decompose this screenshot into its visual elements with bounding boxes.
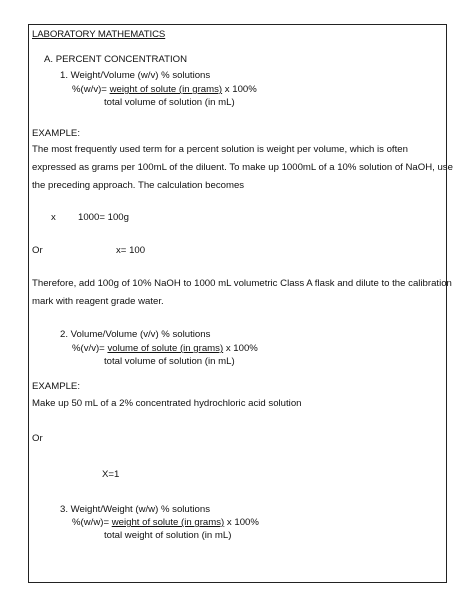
item3-formula (72, 517, 259, 529)
item3-formula-denominator: total weight of solution (in mL) (104, 530, 232, 541)
calc2-result: x= 100 (116, 245, 146, 256)
item1-formula-suffix: x 100% (222, 84, 257, 95)
example1-label: EXAMPLE: (32, 128, 80, 139)
item2-formula-suffix: x 100% (223, 343, 258, 354)
item1-formula-numerator: weight of solute (in grams) (109, 84, 223, 95)
example1-line-1: The most frequently used term for a percent solution is weight per volume, which is often (32, 144, 408, 155)
example1-line-3: the preceding approach. The calculation becomes (32, 180, 245, 191)
item1-formula-prefix: %(w/v)= (72, 84, 110, 95)
item3-formula-numerator: weight of solute (in grams) (111, 517, 225, 528)
example2-line: Make up 50 mL of a 2% concentrated hydrochloric acid solution (32, 398, 302, 409)
item3-heading: 3. Weight/Weight (w/w) % solutions (60, 504, 211, 515)
example2-label: EXAMPLE: (32, 381, 80, 392)
therefore-line-1: Therefore, add 100g of 10% NaOH to 1000 mL volumetric Class A flask and dilute to the calibration (32, 278, 452, 289)
example1-line-2: expressed as grams per 100mL of the diluent. To make up 1000mL of a 10% solution of NaOH, use (32, 162, 453, 173)
item2-heading: 2. Volume/Volume (v/v) % solutions (60, 329, 211, 340)
item1-formula (72, 84, 257, 96)
example2-or: Or (32, 433, 43, 444)
document-title: LABORATORY MATHEMATICS (32, 29, 166, 40)
item2-formula-denominator: total volume of solution (in mL) (104, 356, 235, 367)
item1-heading: 1. Weight/Volume (w/v) % solutions (60, 70, 211, 81)
example2-calc: X=1 (102, 469, 120, 480)
item2-formula-prefix: %(v/v)= (72, 343, 108, 354)
item3-formula-suffix: x 100% (224, 517, 259, 528)
item1-formula-denominator: total volume of solution (in mL) (104, 97, 235, 108)
therefore-line-2: mark with reagent grade water. (32, 296, 164, 307)
calc1-variable: x (51, 212, 56, 223)
example1-or: Or (32, 245, 43, 256)
item3-formula-prefix: %(w/w)= (72, 517, 112, 528)
item2-formula (72, 343, 258, 355)
section-a-heading: A. PERCENT CONCENTRATION (44, 54, 188, 65)
calc1-result: 1000= 100g (78, 212, 129, 223)
item2-formula-numerator: volume of solute (in grams) (107, 343, 224, 354)
